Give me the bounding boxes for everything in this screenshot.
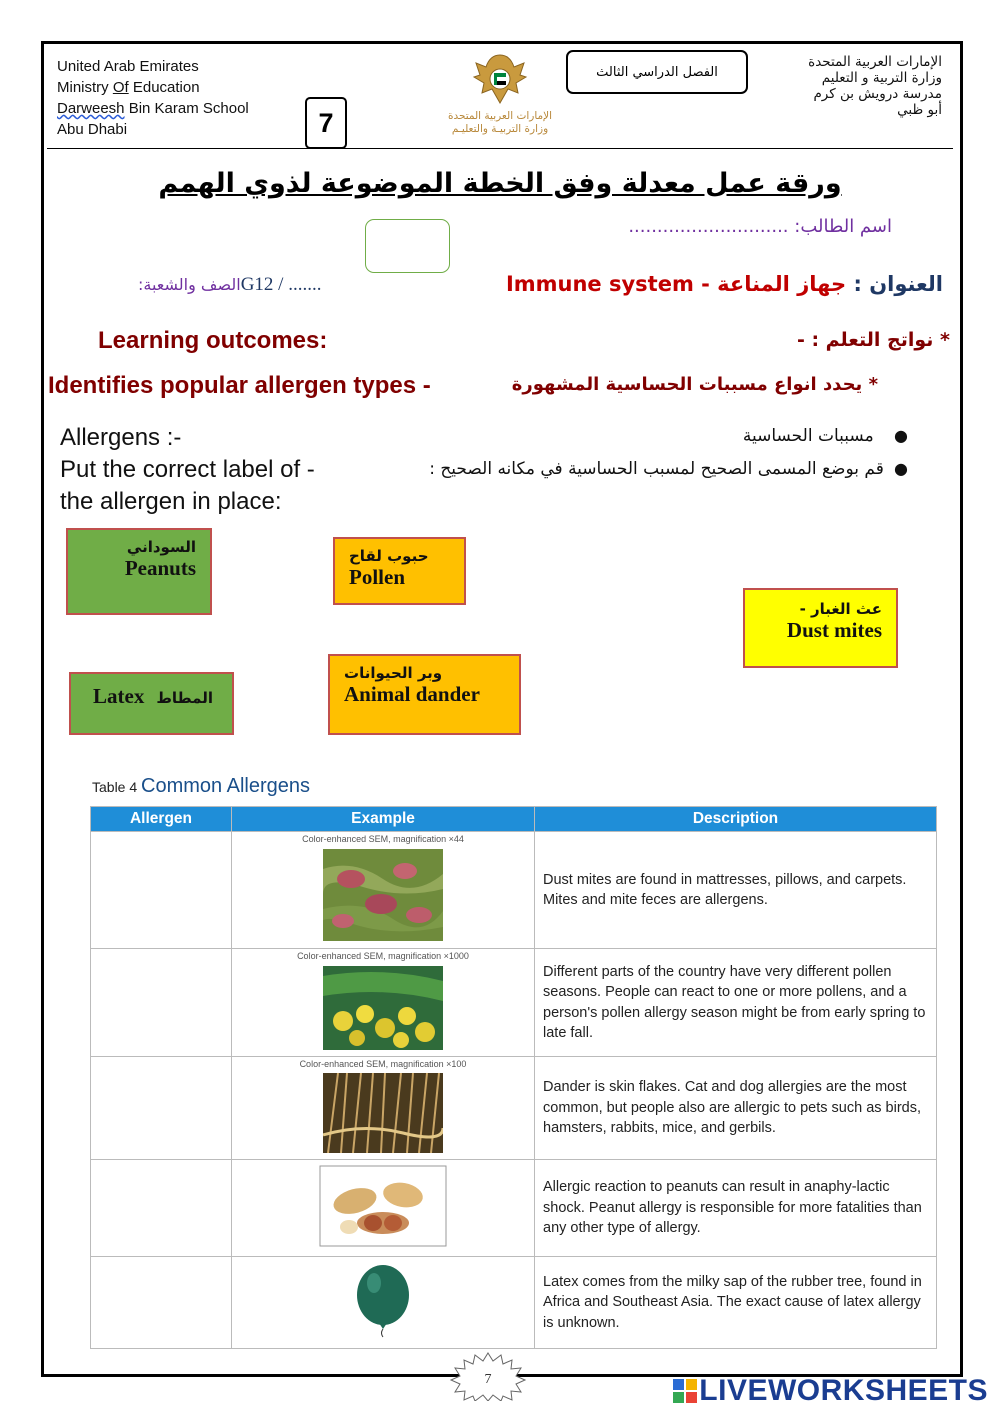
table-row xyxy=(91,1160,937,1257)
table-row xyxy=(91,1257,937,1349)
header-line-ministry: Ministry Of Education xyxy=(57,79,200,96)
class-section-line: الصف والشعبة: ....... / G12 xyxy=(138,274,327,295)
header-example: Example xyxy=(232,807,535,832)
pollen-image xyxy=(323,966,443,1050)
drop-zone-latex[interactable] xyxy=(91,1257,232,1349)
drop-zone-animal-dander[interactable] xyxy=(91,1057,232,1160)
animal-dander-image xyxy=(323,1073,443,1153)
example-cell xyxy=(232,1160,535,1257)
liveworksheets-icon xyxy=(673,1379,697,1403)
drop-zone-dust-mites[interactable] xyxy=(91,832,232,949)
header-line-country: United Arab Emirates xyxy=(57,58,199,75)
student-name-line: اسم الطالب: ............................ xyxy=(628,216,892,237)
header-line-city: Abu Dhabi xyxy=(57,121,128,138)
header-description: Description xyxy=(535,807,937,832)
example-cell xyxy=(232,1257,535,1349)
footer-page-number: 7 xyxy=(484,1372,492,1387)
instruction-english-line2: the allergen in place: xyxy=(60,488,282,515)
label-dust-mites[interactable]: عث الغبار - Dust mites xyxy=(743,588,898,668)
peanuts-image xyxy=(319,1165,447,1247)
dust-mite-image xyxy=(323,849,443,941)
description-cell: Dander is skin flakes. Cat and dog allergies are the most common, but people also are allergic to pets such as birds, hamsters, rabbits, mice, and gerbils. xyxy=(535,1057,937,1160)
objective-arabic: * يحدد انواع مسببات الحساسية المشهورة xyxy=(511,374,878,395)
bullet-icon: ● xyxy=(873,426,908,445)
allergens-heading-english: Allergens :- xyxy=(60,424,182,451)
uae-emblem-icon xyxy=(470,49,530,109)
instruction-english-line1: Put the correct label of - xyxy=(60,456,315,483)
example-cell: Color-enhanced SEM, magnification ×44 xyxy=(232,832,535,949)
example-cell: Color-enhanced SEM, magnification ×100 xyxy=(232,1057,535,1160)
table-row xyxy=(91,1057,937,1160)
drop-zone-pollen[interactable] xyxy=(91,949,232,1057)
description-cell: Latex comes from the milky sap of the rubber tree, found in Africa and Southeast Asia. The exact cause of latex allergy is unknown. xyxy=(535,1257,937,1349)
page-number-seal-icon xyxy=(445,1351,531,1401)
learning-outcomes-english: Learning outcomes: xyxy=(98,327,328,354)
learning-outcomes-arabic: * نواتج التعلم : - xyxy=(796,329,950,351)
balloon-image xyxy=(348,1261,418,1341)
table-title: Table 4 Common Allergens xyxy=(92,775,311,797)
description-cell: Dust mites are found in mattresses, pillows, and carpets. Mites and mite feces are allergens. xyxy=(535,832,937,949)
liveworksheets-logo: LIVEWORKSHEETS xyxy=(673,1374,988,1408)
header-allergen: Allergen xyxy=(91,807,232,832)
allergens-heading-arabic: ● مسببات الحساسية xyxy=(742,426,908,446)
description-cell: Different parts of the country have very different pollen seasons. People can react to one or more pollens, and a person's pollen allergy season might be from early spring to late fall. xyxy=(535,949,937,1057)
ministry-logo-text: الإمارات العربية المتحدة وزارة التربيـة والتعليـم xyxy=(447,110,553,135)
drop-zone-peanuts[interactable] xyxy=(91,1160,232,1257)
subject-line: العنوان : جهاز المناعة - Immune system xyxy=(505,272,943,296)
common-allergens-table xyxy=(90,806,937,1349)
english-header xyxy=(57,56,249,140)
instruction-arabic: ● قم بوضع المسمى الصحيح لمسبب الحساسية في مكانه الصحيح : xyxy=(429,459,908,479)
table-row xyxy=(91,949,937,1057)
arabic-header: الإمارات العربية المتحدة وزارة التربية و التعليم مدرسة درويش بن كرم أبو ظبي xyxy=(808,54,942,118)
bullet-icon: ● xyxy=(883,459,908,478)
objective-english: Identifies popular allergen types - xyxy=(48,372,431,399)
term-box: الفصل الدراسي الثالث xyxy=(566,50,748,94)
label-peanuts[interactable]: السوداني Peanuts xyxy=(66,528,212,615)
header-divider xyxy=(47,148,953,149)
label-pollen[interactable]: حبوب لقاح Pollen xyxy=(333,537,466,605)
label-latex[interactable]: Latex المطاط xyxy=(69,672,234,735)
table-header-row xyxy=(91,807,937,832)
description-cell: Allergic reaction to peanuts can result in anaphy-lactic shock. Peanut allergy is responsible for more fatalities than any other type of allergy. xyxy=(535,1160,937,1257)
worksheet-title: ورقة عمل معدلة وفق الخطة الموضوعة لذوي الهمم xyxy=(158,168,842,199)
page-number-box: 7 xyxy=(305,97,347,149)
table-row xyxy=(91,832,937,949)
example-cell: Color-enhanced SEM, magnification ×1000 xyxy=(232,949,535,1057)
student-name-box[interactable] xyxy=(365,219,450,273)
label-animal-dander[interactable]: وبر الحيوانات Animal dander xyxy=(328,654,521,735)
header-line-school: Darweesh Bin Karam School xyxy=(57,100,249,117)
